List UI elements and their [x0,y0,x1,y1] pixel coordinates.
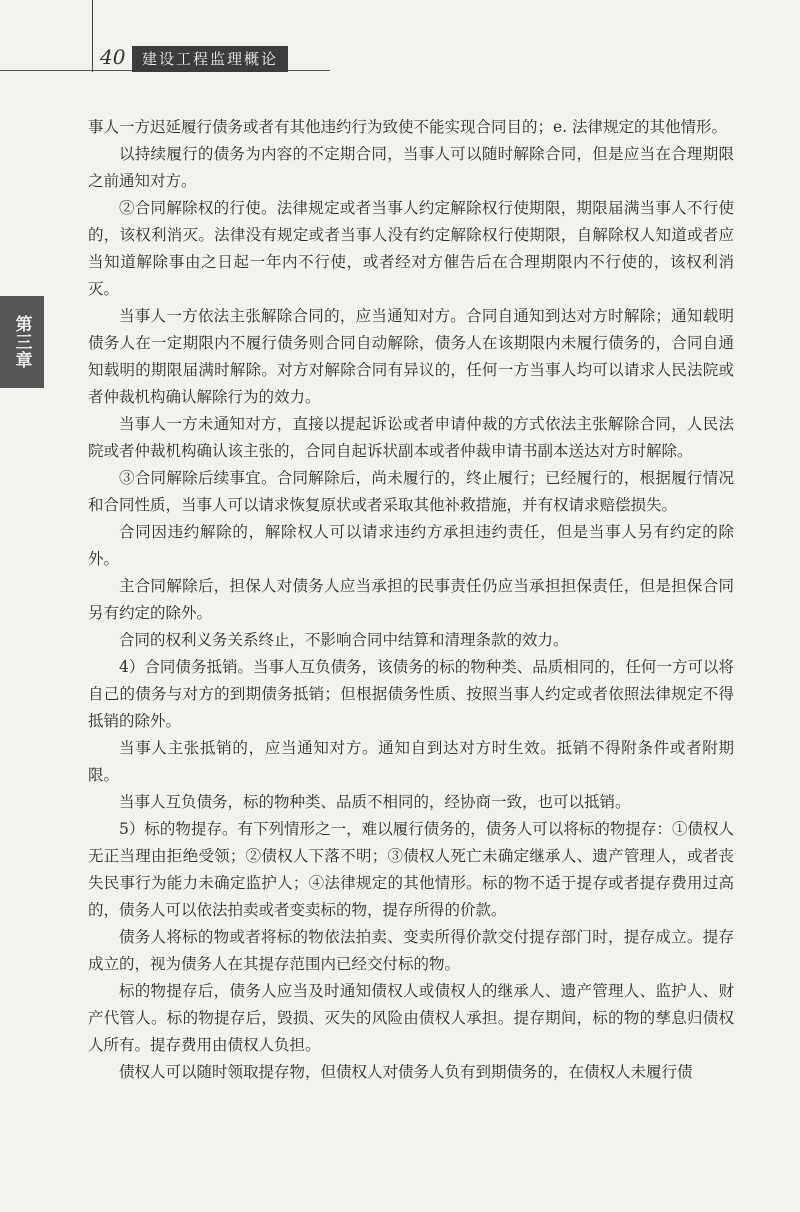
header-vertical-rule [92,0,93,72]
page-number: 40 [100,45,126,69]
paragraph: 5）标的物提存。有下列情形之一，难以履行债务的，债务人可以将标的物提存：①债权人无正当理由拒绝受领；②债权人下落不明；③债权人死亡未确定继承人、遗产管理人，或者丧失民事行为能力未确定监护人；④法律规定的其他情形。标的物不适于提存或者提存费用过高的，债务人可以依法拍卖或者变卖标的物，提存所得的价款。 [88,820,734,919]
paragraph: 合同因违约解除的，解除权人可以请求违约方承担违约责任，但是当事人另有约定的除外。 [88,523,734,568]
paragraph: 标的物提存后，债务人应当及时通知债权人或债权人的继承人、遗产管理人、监护人、财产代管人。标的物提存后，毁损、灭失的风险由债权人承担。提存期间，标的物的孳息归债权人所有。提存费用由债权人负担。 [88,982,734,1054]
paragraph: 主合同解除后，担保人对债务人应当承担的民事责任仍应当承担担保责任，但是担保合同另有约定的除外。 [88,577,734,622]
paragraph: 合同的权利义务关系终止，不影响合同中结算和清理条款的效力。 [119,631,569,649]
paragraph: ③合同解除后续事宜。合同解除后，尚未履行的，终止履行；已经履行的，根据履行情况和合同性质，当事人可以请求恢复原状或者采取其他补救措施，并有权请求赔偿损失。 [88,469,734,514]
paragraph: 当事人一方依法主张解除合同的，应当通知对方。合同自通知到达对方时解除；通知载明债务人在一定期限内不履行债务则合同自动解除，债务人在该期限内未履行债务的，合同自通知载明的期限届满时解除。对方对解除合同有异议的，任何一方当事人均可以请求人民法院或者仲裁机构确认解除行为的效力。 [88,307,734,406]
running-header-title: 建设工程监理概论 [132,46,288,72]
chapter-tab: 第三章 [0,296,44,388]
paragraph: 当事人一方未通知对方，直接以提起诉讼或者申请仲裁的方式依法主张解除合同，人民法院或者仲裁机构确认该主张的，合同自起诉状副本或者仲裁申请书副本送达对方时解除。 [88,415,734,460]
body-text [88,114,734,1086]
paragraph: 当事人互负债务，标的物种类、品质不相同的，经协商一致，也可以抵销。 [119,793,631,811]
paragraph: ②合同解除权的行使。法律规定或者当事人约定解除权行使期限，期限届满当事人不行使的，该权利消灭。法律没有规定或者当事人没有约定解除权行使期限，自解除权人知道或者应当知道解除事由之日起一年内不行使，或者经对方催告后在合理期限内不行使的，该权利消灭。 [88,199,734,298]
paragraph: 4）合同债务抵销。当事人互负债务，该债务的标的物种类、品质相同的，任何一方可以将自己的债务与对方的到期债务抵销；但根据债务性质、按照当事人约定或者依照法律规定不得抵销的除外。 [88,658,734,730]
paragraph: 当事人主张抵销的，应当通知对方。通知自到达对方时生效。抵销不得附条件或者附期限。 [88,739,734,784]
paragraph: 事人一方迟延履行债务或者有其他违约行为致使不能实现合同目的；e. 法律规定的其他情形。 [88,118,728,136]
paragraph: 债权人可以随时领取提存物，但债权人对债务人负有到期债务的，在债权人未履行债 [119,1063,693,1081]
paragraph: 债务人将标的物或者将标的物依法拍卖、变卖所得价款交付提存部门时，提存成立。提存成立的，视为债务人在其提存范围内已经交付标的物。 [88,928,734,973]
paragraph: 以持续履行的债务为内容的不定期合同，当事人可以随时解除合同，但是应当在合理期限之前通知对方。 [88,145,734,190]
